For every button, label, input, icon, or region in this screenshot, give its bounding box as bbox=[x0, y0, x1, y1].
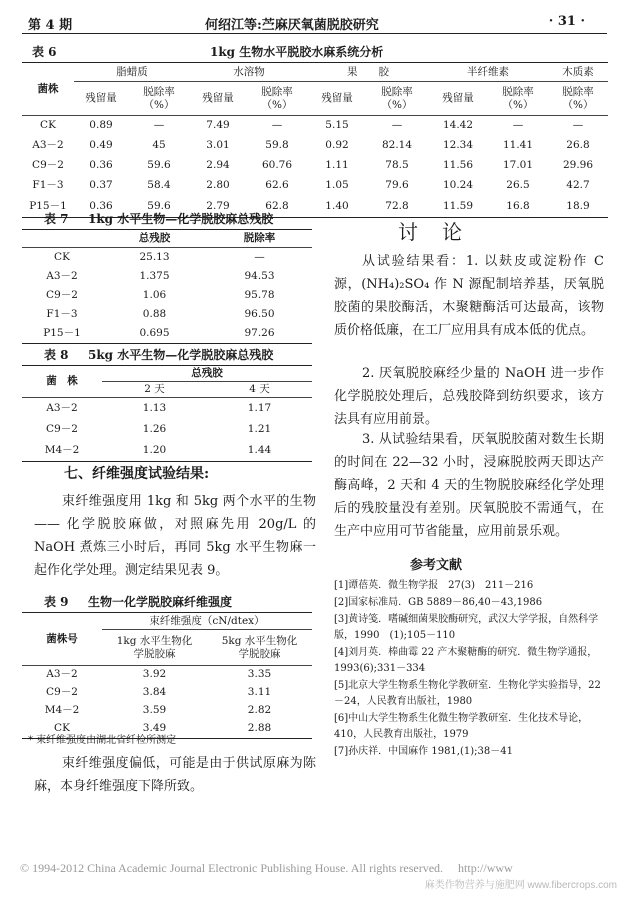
table-cell: 45 bbox=[152, 139, 166, 152]
table6-sub-header: 残留量 bbox=[202, 92, 234, 105]
table-cell: 94.53 bbox=[244, 269, 275, 282]
table-row bbox=[22, 136, 608, 156]
table-row bbox=[22, 702, 312, 720]
table-cell: 58.4 bbox=[147, 179, 171, 192]
table6-caption: 1kg 生物水平脱胶水麻系统分析 bbox=[210, 45, 384, 59]
table-cell: 1.40 bbox=[325, 199, 349, 212]
table-cell: 11.41 bbox=[502, 139, 534, 152]
table-cell: 3.11 bbox=[247, 686, 272, 699]
table-cell: 2.82 bbox=[247, 704, 272, 717]
reference-item: [3]黄诗笺．嗜碱细菌果胶酶研究，武汉大学学报，自然科学版，1990 (1);105－110 bbox=[334, 614, 599, 641]
discussion-paragraph-2: 2. 厌氧脱胶麻经少量的 NaOH 进一步作化学脱胶处理后，总残胶降到纺织要求，该方法具有应用前景。 bbox=[334, 366, 604, 427]
table9-caption-number: 表 9 bbox=[44, 595, 69, 609]
table-cell: 2.80 bbox=[206, 179, 230, 192]
table-cell: 62.8 bbox=[265, 199, 289, 212]
table-cell: 2.79 bbox=[206, 199, 230, 212]
section7-paragraph: 束纤维强度用 1kg 和 5kg 两个水平的生物—— 化学脱胶麻做，对照麻先用 20g/L 的 NaOH 煮炼三小时后，再同 5kg 水平生物麻一起作化学处理。测定结果见表 9。 bbox=[34, 494, 316, 578]
table-cell: 3.01 bbox=[206, 139, 230, 152]
table7-header: 脱除率 bbox=[243, 232, 276, 245]
table-cell: A3－2 bbox=[46, 269, 78, 282]
table8-strain-header: 菌 株 bbox=[22, 366, 102, 398]
reference-item: [7]孙庆祥．中国麻作 1981,(1);38－41 bbox=[334, 746, 513, 757]
page-number: · 31 · bbox=[548, 14, 585, 29]
table-cell: 16.8 bbox=[506, 199, 530, 212]
table-cell: 1.44 bbox=[247, 443, 272, 456]
reference-item: [1]谭蓓英．微生物学报 27(3) 211－216 bbox=[334, 580, 534, 591]
references-list bbox=[334, 578, 606, 761]
table-cell: M4－2 bbox=[44, 704, 80, 717]
table-cell: 79.6 bbox=[385, 179, 409, 192]
table8-caption: 5kg 水平生物—化学脱胶麻总残胶 bbox=[88, 348, 274, 362]
table-cell: C9－2 bbox=[46, 686, 78, 699]
discussion-heading: 讨 论 bbox=[398, 220, 464, 244]
table6-sub-header: 残留量 bbox=[321, 92, 353, 105]
table9-group-header: 束纤维强度（cN/dtex） bbox=[102, 613, 312, 630]
table-cell: 2.94 bbox=[206, 159, 230, 172]
table6-caption-number: 表 6 bbox=[32, 45, 57, 59]
table-cell: CK bbox=[40, 119, 56, 132]
table-row bbox=[22, 248, 312, 267]
table7 bbox=[22, 229, 312, 344]
table-cell: 0.37 bbox=[89, 179, 113, 192]
table-cell: 1.06 bbox=[142, 288, 167, 301]
references-heading: 参考文献 bbox=[410, 558, 463, 573]
table-cell: 59.6 bbox=[147, 199, 171, 212]
table9-strain-header: 菌株号 bbox=[22, 613, 102, 666]
table-cell: 3.49 bbox=[142, 722, 167, 735]
table-row bbox=[22, 666, 312, 684]
table-cell: C9－2 bbox=[32, 159, 64, 172]
table8-sub-header: 2 天 bbox=[144, 383, 165, 396]
table-cell: 0.88 bbox=[142, 307, 167, 320]
table-cell: 26.8 bbox=[566, 139, 590, 152]
reference-item: [6]中山大学生物系生化微生物学教研室．生化技术导论，410，人民教育出版社，1979 bbox=[334, 713, 589, 740]
section7-heading: 七、纤维强度试验结果: bbox=[64, 466, 210, 482]
copyright-footer: © 1994-2012 China Academic Journal Electronic Publishing House. All rights reserved. http://www bbox=[20, 861, 513, 875]
table-cell: 97.26 bbox=[244, 326, 275, 339]
table-cell: 5.15 bbox=[325, 119, 349, 132]
table-cell: 78.5 bbox=[385, 159, 409, 172]
issue-number: 第 4 期 bbox=[28, 18, 73, 33]
table-row bbox=[22, 440, 312, 462]
table-cell: 72.8 bbox=[385, 199, 409, 212]
table-cell: 11.56 bbox=[442, 159, 474, 172]
table6-sub-header: 残留量 bbox=[85, 92, 117, 105]
table-cell: — bbox=[254, 250, 265, 263]
table-cell: 96.50 bbox=[244, 307, 275, 320]
table-row bbox=[22, 156, 608, 176]
table-cell: 12.34 bbox=[442, 139, 474, 152]
table-cell: F1－3 bbox=[46, 307, 78, 320]
table-cell: C9－2 bbox=[46, 422, 78, 435]
table-row bbox=[22, 116, 608, 136]
table-cell: C9－2 bbox=[46, 288, 78, 301]
table6-sub-header: 脱除率（%） bbox=[562, 85, 594, 111]
table7-caption: 1kg 水平生物—化学脱胶麻总残胶 bbox=[88, 212, 274, 226]
running-title: 何绍江等:苎麻厌氧菌脱胶研究 bbox=[205, 18, 379, 33]
table6-group-header: 脂蜡质 bbox=[74, 63, 190, 82]
table7-caption-number: 表 7 bbox=[44, 212, 69, 226]
reference-item: [5]北京大学生物系生物化学教研室．生物化学实验指导，22－24，人民教育出版社，1980 bbox=[334, 680, 601, 707]
table-cell: 0.36 bbox=[89, 159, 113, 172]
table-row bbox=[22, 398, 312, 419]
table-cell: 1.20 bbox=[142, 443, 167, 456]
table-cell: — bbox=[271, 119, 283, 132]
table-cell: 1.375 bbox=[139, 269, 170, 282]
table7-header: 总残胶 bbox=[138, 232, 171, 245]
table-cell: 26.5 bbox=[506, 179, 530, 192]
table-cell: 11.59 bbox=[442, 199, 474, 212]
table8 bbox=[22, 365, 312, 462]
table6-sub-header: 残留量 bbox=[442, 92, 474, 105]
table6-group-header: 果 胶 bbox=[308, 63, 428, 82]
table-cell: A3－2 bbox=[46, 668, 78, 681]
table-row bbox=[22, 305, 312, 324]
table-cell: — bbox=[153, 119, 165, 132]
table-cell: 3.84 bbox=[142, 686, 167, 699]
table-cell: 59.6 bbox=[147, 159, 171, 172]
reference-item: [4]刘月英．棒曲霉 22 产木聚糖酶的研究．微生物学通报，1993(6);331－334 bbox=[334, 647, 598, 674]
table-cell: 25.13 bbox=[139, 250, 170, 263]
table-cell: 3.59 bbox=[142, 704, 167, 717]
table-cell: 1.21 bbox=[247, 422, 272, 435]
table6-sub-header: 脱除率（%） bbox=[381, 85, 413, 111]
table-cell: 0.92 bbox=[325, 139, 349, 152]
table-cell: A3－2 bbox=[32, 139, 64, 152]
table-cell: A3－2 bbox=[46, 401, 78, 414]
table6-strain-header: 菌株 bbox=[22, 63, 74, 116]
table-cell: 2.88 bbox=[247, 722, 272, 735]
closing-paragraph: 束纤维强度偏低，可能是由于供试原麻为陈麻，本身纤维强度下降所致。 bbox=[34, 756, 316, 794]
table6-group-header: 半纤维素 bbox=[428, 63, 548, 82]
table-row bbox=[22, 324, 312, 344]
table-cell: 3.92 bbox=[142, 668, 167, 681]
table-cell: CK bbox=[54, 250, 70, 263]
table-cell: 0.49 bbox=[89, 139, 113, 152]
table-row bbox=[22, 176, 608, 196]
reference-item: [2]国家标准局．GB 5889－86,40－43,1986 bbox=[334, 597, 543, 608]
table-row bbox=[22, 684, 312, 702]
table-cell: 1.11 bbox=[325, 159, 349, 172]
table-cell: 0.36 bbox=[89, 199, 113, 212]
table-cell: 7.49 bbox=[206, 119, 230, 132]
table-cell: — bbox=[391, 119, 403, 132]
table-row bbox=[22, 267, 312, 286]
table8-sub-header: 4 天 bbox=[249, 383, 270, 396]
table9 bbox=[22, 612, 312, 739]
table9-caption: 生物一化学脱胶麻纤维强度 bbox=[88, 595, 233, 609]
table-cell: 1.13 bbox=[142, 401, 167, 414]
table9-note: * 束纤维强度由湖北省纤检所测定 bbox=[28, 735, 177, 746]
table-cell: — bbox=[572, 119, 584, 132]
table-cell: 62.6 bbox=[265, 179, 289, 192]
table-cell: M4－2 bbox=[44, 443, 80, 456]
table7-header bbox=[22, 230, 102, 248]
table8-group-header: 总残胶 bbox=[102, 366, 312, 382]
table-cell: 17.01 bbox=[502, 159, 534, 172]
table6-group-header: 木质素 bbox=[548, 63, 608, 82]
table-cell: F1－3 bbox=[32, 179, 64, 192]
table-cell: P15－1 bbox=[29, 199, 67, 212]
table-cell: CK bbox=[54, 722, 70, 735]
table-cell: 0.89 bbox=[89, 119, 113, 132]
table-cell: P15－1 bbox=[43, 326, 81, 339]
table8-caption-number: 表 8 bbox=[44, 348, 69, 362]
table9-sub-header: 5kg 水平生物化学脱胶麻 bbox=[221, 634, 298, 660]
table6-sub-header: 脱除率（%） bbox=[261, 85, 293, 111]
table-cell: 14.42 bbox=[442, 119, 474, 132]
table-row bbox=[22, 419, 312, 440]
discussion-paragraph-3: 3. 从试验结果看，厌氧脱胶菌对数生长期的时间在 22—32 小时，浸麻脱胶两天即达产酶高峰，2 天和 4 天的生物脱胶麻经化学处理后的残胶量没有差别。厌氧脱胶不需通气，在生产中应用可节省能量，应用前景乐观。 bbox=[334, 432, 604, 539]
table-cell: 3.35 bbox=[247, 668, 272, 681]
table-cell: 42.7 bbox=[566, 179, 590, 192]
table6-sub-header: 脱除率（%） bbox=[143, 85, 175, 111]
table9-sub-header: 1kg 水平生物化学脱胶麻 bbox=[116, 634, 193, 660]
table6-sub-header: 脱除率（%） bbox=[502, 85, 534, 111]
table-cell: 1.26 bbox=[142, 422, 167, 435]
table-row bbox=[22, 286, 312, 305]
watermark: 麻类作物营养与施肥网 www.fibercrops.com bbox=[424, 880, 617, 891]
table-cell: 59.8 bbox=[265, 139, 289, 152]
table-cell: 60.76 bbox=[261, 159, 293, 172]
table-cell: 82.14 bbox=[381, 139, 413, 152]
table-cell: 1.17 bbox=[247, 401, 272, 414]
table6-group-header: 水溶物 bbox=[190, 63, 308, 82]
table-cell: 1.05 bbox=[325, 179, 349, 192]
table-cell: 29.96 bbox=[562, 159, 594, 172]
table-cell: 18.9 bbox=[566, 199, 590, 212]
table-cell: 10.24 bbox=[442, 179, 474, 192]
table-cell: — bbox=[512, 119, 524, 132]
header-rule bbox=[22, 33, 607, 34]
table6 bbox=[22, 62, 608, 218]
table-cell: 95.78 bbox=[244, 288, 275, 301]
table-cell: 0.695 bbox=[139, 326, 170, 339]
discussion-paragraph-1: 从试验结果看：1. 以麸皮或淀粉作 C 源，(NH₄)₂SO₄ 作 N 源配制培养基，厌氧脱胶菌的果胶酶活，木聚糖酶活可达最高，该物质价格低廉，在工厂应用具有成本低的优点。 bbox=[334, 254, 604, 338]
